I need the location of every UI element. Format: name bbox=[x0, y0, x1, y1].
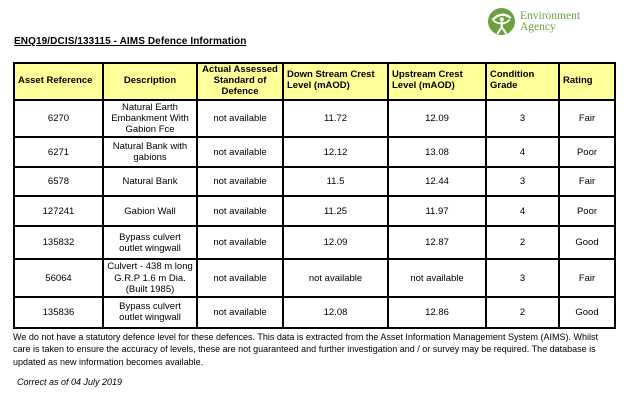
table-cell: Fair bbox=[559, 167, 615, 196]
table-cell: 2 bbox=[486, 226, 559, 259]
table-cell: not available bbox=[388, 259, 486, 297]
logo-text-line1: Environment bbox=[520, 10, 581, 22]
table-cell: 3 bbox=[486, 100, 559, 138]
table-cell: 11.97 bbox=[388, 196, 486, 226]
table-cell: 11.72 bbox=[283, 100, 388, 138]
table-cell: 6578 bbox=[14, 167, 103, 196]
table-body bbox=[14, 100, 615, 328]
table-row bbox=[14, 137, 615, 167]
table-cell: Natural Bank bbox=[103, 167, 197, 196]
table-cell: 127241 bbox=[14, 196, 103, 226]
table-cell: Poor bbox=[559, 196, 615, 226]
correct-as-of-text: Correct as of 04 July 2019 bbox=[17, 377, 123, 387]
environment-agency-wordmark bbox=[520, 8, 580, 33]
table-cell: Fair bbox=[559, 259, 615, 297]
table-row bbox=[14, 297, 615, 328]
table-cell: 6271 bbox=[14, 137, 103, 167]
header-downstream-crest-level: Down Stream Crest Level (mAOD) bbox=[283, 63, 388, 100]
table-cell: Culvert - 438 m long G.R.P 1.6 m Dia. (Built 1985) bbox=[103, 259, 197, 297]
table-cell: 12.09 bbox=[283, 226, 388, 259]
table-cell: Bypass culvert outlet wingwall bbox=[103, 297, 197, 328]
table-cell: not available bbox=[197, 167, 283, 196]
table-cell: Bypass culvert outlet wingwall bbox=[103, 226, 197, 259]
table-row bbox=[14, 226, 615, 259]
table-cell: 4 bbox=[486, 196, 559, 226]
table-row bbox=[14, 196, 615, 226]
table-cell: 12.44 bbox=[388, 167, 486, 196]
header-condition-grade: Condition Grade bbox=[486, 63, 559, 100]
table-header-row bbox=[14, 63, 615, 100]
header-rating: Rating bbox=[559, 63, 615, 100]
logo-text-line2: Agency bbox=[520, 21, 556, 33]
table-cell: Natural Bank with gabions bbox=[103, 137, 197, 167]
table-cell: Poor bbox=[559, 137, 615, 167]
table-cell: not available bbox=[197, 100, 283, 138]
table-cell: Good bbox=[559, 226, 615, 259]
table-row bbox=[14, 167, 615, 196]
header-asset-reference: Asset Reference bbox=[14, 63, 103, 100]
table-cell: Gabion Wall bbox=[103, 196, 197, 226]
environment-agency-logo bbox=[488, 8, 580, 35]
table-cell: Natural Earth Embankment With Gabion Fce bbox=[103, 100, 197, 138]
table-cell: 12.09 bbox=[388, 100, 486, 138]
table-cell: 12.12 bbox=[283, 137, 388, 167]
table-cell: 11.25 bbox=[283, 196, 388, 226]
disclaimer-text: We do not have a statutory defence level for these defences. This data is extracted from the Asset Information Management System (AIMS). Whilst care is taken to ensure the accuracy of levels, these are not guaranteed and further investigation and / or survey may be required. The database is updated as new information becomes available. bbox=[13, 332, 598, 367]
header-actual-assessed-standard: Actual Assessed Standard of Defence bbox=[197, 63, 283, 100]
defence-info-table bbox=[13, 62, 616, 329]
header-description: Description bbox=[103, 63, 197, 100]
table-cell: Good bbox=[559, 297, 615, 328]
table-cell: 3 bbox=[486, 259, 559, 297]
table-cell: not available bbox=[283, 259, 388, 297]
table-cell: 13.08 bbox=[388, 137, 486, 167]
table-cell: not available bbox=[197, 137, 283, 167]
table-cell: not available bbox=[197, 226, 283, 259]
table-cell: 12.87 bbox=[388, 226, 486, 259]
table-cell: not available bbox=[197, 297, 283, 328]
table-cell: Fair bbox=[559, 100, 615, 138]
table-cell: 2 bbox=[486, 297, 559, 328]
table-cell: 12.86 bbox=[388, 297, 486, 328]
table-cell: 56064 bbox=[14, 259, 103, 297]
table-cell: 3 bbox=[486, 167, 559, 196]
table-cell: 4 bbox=[486, 137, 559, 167]
table-cell: not available bbox=[197, 196, 283, 226]
environment-agency-icon bbox=[488, 8, 515, 35]
table-cell: 6270 bbox=[14, 100, 103, 138]
table-cell: 11.5 bbox=[283, 167, 388, 196]
table-row bbox=[14, 259, 615, 297]
header-upstream-crest-level: Upstream Crest Level (mAOD) bbox=[388, 63, 486, 100]
table-cell: 135836 bbox=[14, 297, 103, 328]
page-title: ENQ19/DCIS/133115 - AIMS Defence Information bbox=[14, 36, 247, 47]
table-cell: not available bbox=[197, 259, 283, 297]
table-cell: 135832 bbox=[14, 226, 103, 259]
table-row bbox=[14, 100, 615, 138]
table-cell: 12.08 bbox=[283, 297, 388, 328]
